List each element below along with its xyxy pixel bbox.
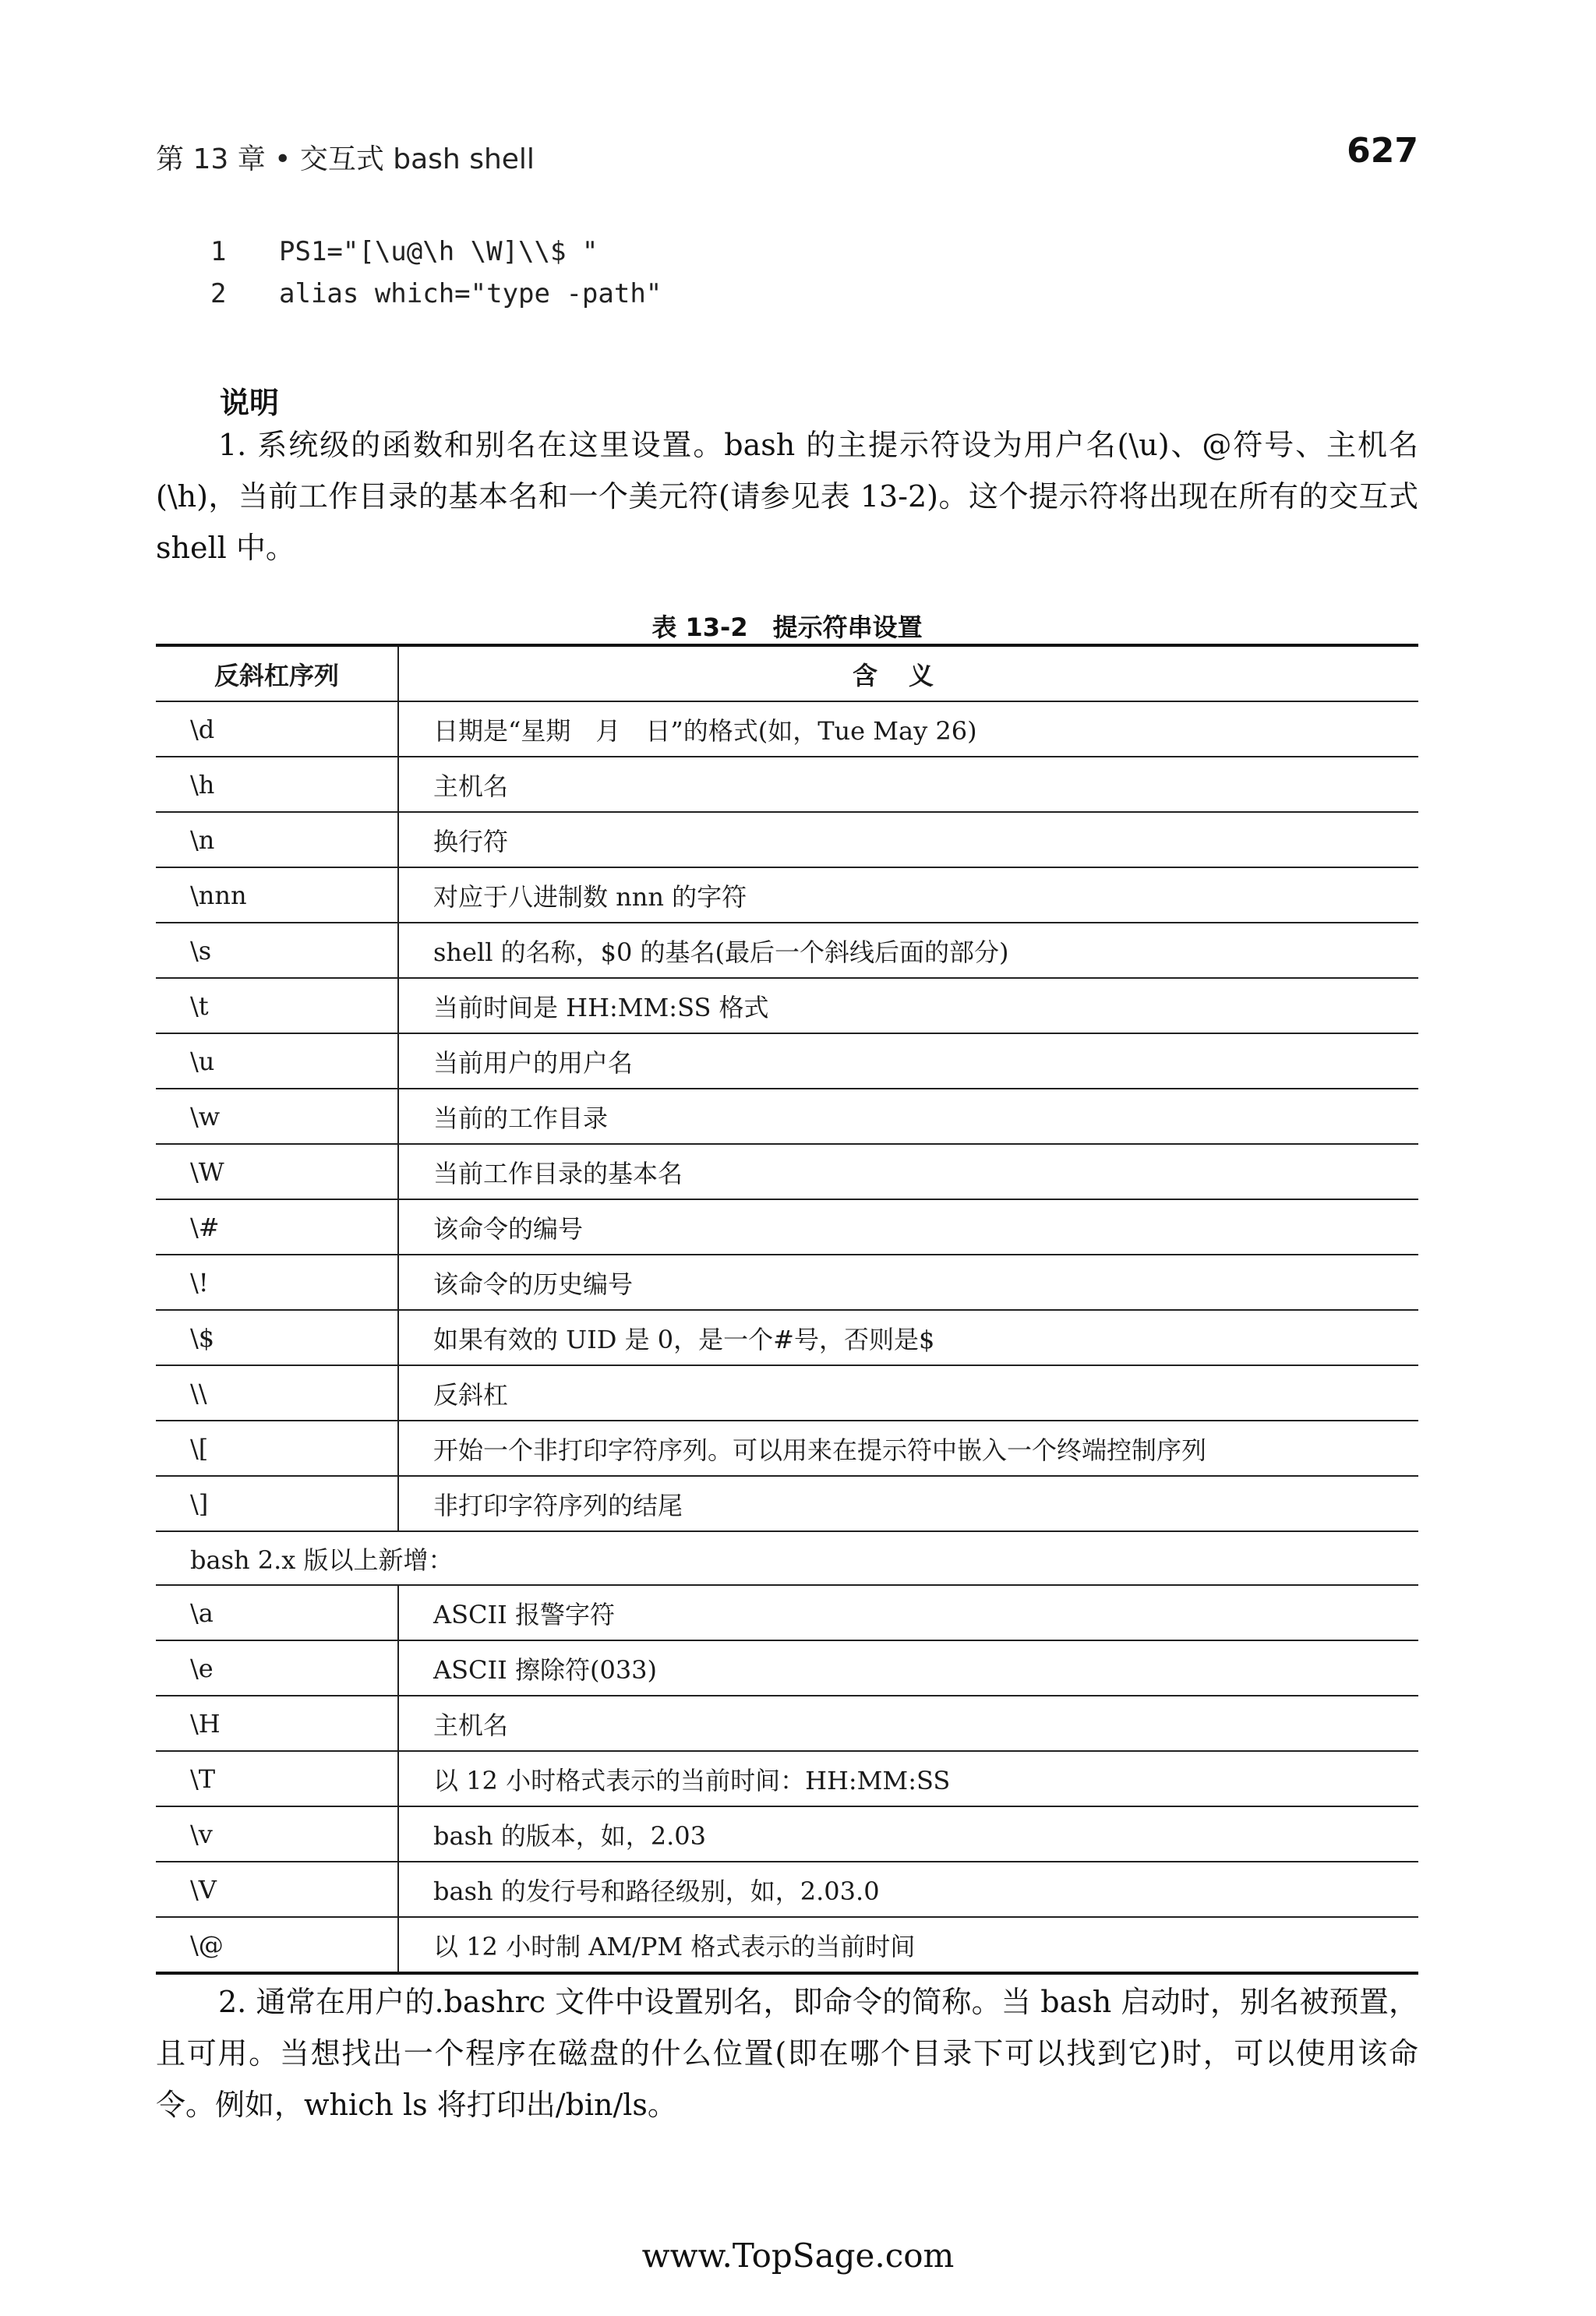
escape-sequence-cell: \$ [156, 1311, 399, 1365]
escape-sequence-cell: \! [156, 1255, 399, 1309]
table-row [156, 868, 1418, 923]
escape-sequence-cell: \a [156, 1586, 399, 1640]
escape-sequence-cell: \# [156, 1200, 399, 1254]
code-line-text: alias which="type -path" [279, 278, 662, 309]
meaning-cell: bash 的版本，如，2.03 [433, 1820, 707, 1851]
table-row [156, 1586, 1418, 1641]
table-row [156, 1477, 1418, 1532]
escape-sequence-cell: \w [156, 1089, 399, 1143]
prompt-escape-table [156, 644, 1418, 1975]
table-header-row [156, 647, 1418, 702]
escape-sequence-cell: \d [156, 702, 399, 756]
meaning-cell: 主机名 [433, 1710, 509, 1740]
escape-sequence-cell: \T [156, 1752, 399, 1806]
table-row [156, 1145, 1418, 1200]
meaning-cell: 当前工作目录的基本名 [433, 1158, 683, 1188]
meaning-cell: ASCII 擦除符(033) [433, 1654, 658, 1685]
meaning-cell: shell 的名称，$0 的基名(最后一个斜线后面的部分) [433, 937, 1009, 967]
meaning-cell: 以 12 小时制 AM/PM 格式表示的当前时间 [433, 1931, 916, 1961]
meaning-cell: 对应于八进制数 nnn 的字符 [433, 881, 747, 912]
table-caption: 表 13-2 提示符串设置 [651, 613, 923, 642]
escape-sequence-cell: \v [156, 1807, 399, 1861]
meaning-cell: 主机名 [433, 771, 509, 801]
table-row [156, 1807, 1418, 1862]
table-row [156, 1366, 1418, 1421]
meaning-cell: 反斜杠 [433, 1379, 509, 1410]
table-row [156, 979, 1418, 1034]
escape-sequence-cell: \\ [156, 1366, 399, 1420]
escape-sequence-cell: \u [156, 1034, 399, 1088]
table-subheading: bash 2.x 版以上新增： [156, 1532, 1418, 1586]
table-row [156, 1311, 1418, 1366]
meaning-cell: bash 的发行号和路径级别，如，2.03.0 [433, 1876, 880, 1906]
meaning-cell: 换行符 [433, 826, 509, 856]
meaning-cell: 开始一个非打印字符序列。可以用来在提示符中嵌入一个终端控制序列 [433, 1435, 1207, 1465]
table-row [156, 1255, 1418, 1311]
meaning-cell: ASCII 报警字符 [433, 1599, 615, 1629]
column-header-sequence: 反斜杠序列 [156, 647, 399, 701]
table-row [156, 757, 1418, 813]
escape-sequence-cell: \n [156, 813, 399, 867]
table-row [156, 813, 1418, 868]
table-row [156, 702, 1418, 757]
escape-sequence-cell: \e [156, 1641, 399, 1695]
code-line-text: PS1="[\u@\h \W]\\$ " [279, 236, 598, 267]
code-line [210, 231, 662, 273]
table-row [156, 1089, 1418, 1145]
meaning-cell: 当前时间是 HH:MM:SS 格式 [433, 992, 769, 1022]
meaning-cell: 当前的工作目录 [433, 1103, 609, 1133]
table-row [156, 1918, 1418, 1972]
escape-sequence-cell: \] [156, 1477, 399, 1530]
table-row [156, 1752, 1418, 1807]
escape-sequence-cell: \nnn [156, 868, 399, 922]
escape-sequence-cell: \[ [156, 1421, 399, 1475]
footer-url: www.TopSage.com [641, 2237, 955, 2275]
table-row [156, 1641, 1418, 1696]
section-title: 说明 [220, 386, 280, 420]
table-row [156, 1696, 1418, 1752]
explanation-paragraph-1: 1. 系统级的函数和别名在这里设置。bash 的主提示符设为用户名(\u)、@符号、主机名(\h)，当前工作目录的基本名和一个美元符(请参见表 13-2)。这个提示符将出现在所有的交互式 shell 中。 [156, 428, 1418, 565]
table-row [156, 1200, 1418, 1255]
escape-sequence-cell: \h [156, 757, 399, 811]
meaning-cell: 以 12 小时格式表示的当前时间：HH:MM:SS [433, 1765, 951, 1795]
table-row [156, 1034, 1418, 1089]
meaning-cell: 如果有效的 UID 是 0，是一个#号，否则是$ [433, 1324, 935, 1354]
column-header-meaning: 含义 [852, 660, 965, 690]
meaning-cell: 该命令的编号 [433, 1213, 584, 1244]
table-row [156, 1862, 1418, 1918]
table-row [156, 1421, 1418, 1477]
meaning-cell: 该命令的历史编号 [433, 1269, 634, 1299]
chapter-title: 第 13 章 • 交互式 bash shell [156, 143, 535, 175]
escape-sequence-cell: \W [156, 1145, 399, 1199]
escape-sequence-cell: \H [156, 1696, 399, 1750]
escape-sequence-cell: \@ [156, 1918, 399, 1972]
code-line-number: 1 [210, 236, 227, 267]
page-header [156, 131, 1418, 181]
meaning-cell: 当前用户的用户名 [433, 1047, 634, 1078]
table-row [156, 923, 1418, 979]
explanation-paragraph-2: 2. 通常在用户的.bashrc 文件中设置别名，即命令的简称。当 bash 启动时，别名被预置，且可用。当想找出一个程序在磁盘的什么位置(即在哪个目录下可以找到它)时，可以使用该命令。例如，which ls 将打印出/bin/ls。 [156, 1985, 1418, 2122]
meaning-cell: 日期是“星期 月 日”的格式(如，Tue May 26) [433, 715, 977, 746]
meaning-cell: 非打印字符序列的结尾 [433, 1490, 683, 1520]
page-number: 627 [1347, 131, 1418, 171]
code-line [210, 273, 662, 315]
code-listing [210, 231, 662, 315]
code-line-number: 2 [210, 278, 227, 309]
escape-sequence-cell: \s [156, 923, 399, 977]
escape-sequence-cell: \t [156, 979, 399, 1033]
escape-sequence-cell: \V [156, 1862, 399, 1916]
